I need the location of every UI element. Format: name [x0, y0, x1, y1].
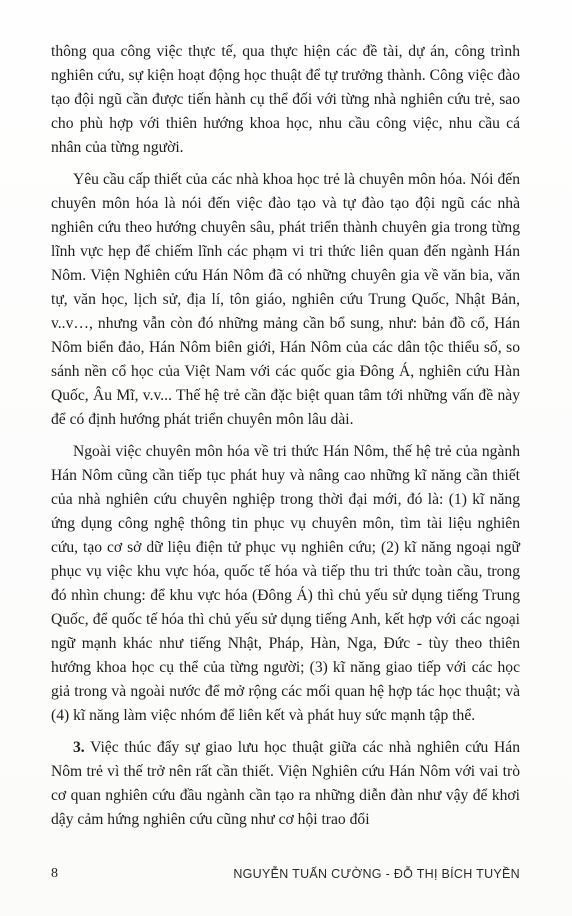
- paragraph-continuation: thông qua công việc thực tế, qua thực hiện các đề tài, dự án, công trình nghiên cứu, sự kiện hoạt động học thuật để tự trưởng thành. Công việc đào tạo đội ngũ cần được tiến hành cụ thể đối với từng nhà nghiên cứu trẻ, sao cho phù hợp với thiên hướng khoa học, nhu cầu công việc, nhu cầu cá nhân của từng người.: [51, 43, 520, 156]
- section-number: 3.: [73, 739, 85, 756]
- paragraph-section-3: [51, 736, 520, 832]
- body-text: [51, 40, 520, 840]
- running-footer-authors: NGUYỄN TUẤN CƯỜNG - ĐỖ THỊ BÍCH TUYỀN: [233, 867, 520, 881]
- page-number: 8: [51, 866, 58, 881]
- paragraph-specialization: Yêu cầu cấp thiết của các nhà khoa học trẻ là chuyên môn hóa. Nói đến chuyên môn hóa là nói đến việc đào tạo và tự đào tạo đội ngũ các nhà nghiên cứu theo hướng chuyên sâu, phát triển thành chuyên gia trong từng lĩnh vực hẹp để chiếm lĩnh các phạm vi tri thức liên quan đến ngành Hán Nôm. Viện Nghiên cứu Hán Nôm đã có những chuyên gia về văn bia, văn tự, văn học, lịch sử, địa lí, tôn giáo, nghiên cứu Trung Quốc, Nhật Bản, v..v…, nhưng vẫn còn đó những mảng cần bổ sung, như: bản đồ cổ, Hán Nôm biển đảo, Hán Nôm biên giới, Hán Nôm của các dân tộc thiểu số, so sánh nền cổ học của Việt Nam với các quốc gia Đông Á, nghiên cứu Hàn Quốc, Âu Mĩ, v.v... Thế hệ trẻ cần đặc biệt quan tâm tới những vấn đề này để có định hướng phát triển chuyên môn lâu dài.: [51, 171, 520, 428]
- paragraph-skills: Ngoài việc chuyên môn hóa về tri thức Hán Nôm, thế hệ trẻ của ngành Hán Nôm cũng cần tiếp tục phát huy và nâng cao những kĩ năng cần thiết của nhà nghiên cứu chuyên nghiệp trong thời đại mới, đó là: (1) kĩ năng ứng dụng công nghệ thông tin phục vụ chuyên môn, tìm tài liệu nghiên cứu, tạo cơ sở dữ liệu điện tử phục vụ nghiên cứu; (2) kĩ năng ngoại ngữ phục vụ việc khu vực hóa, quốc tế hóa và tiếp thu tri thức toàn cầu, trong đó nhìn chung: để khu vực hóa (Đông Á) thì chủ yếu sử dụng tiếng Trung Quốc, để quốc tế hóa thì chủ yếu sử dụng tiếng Anh, kết hợp với các ngoại ngữ mạnh khác như tiếng Nhật, Pháp, Hàn, Nga, Đức - tùy theo thiên hướng khoa học cụ thể của từng người; (3) kĩ năng giao tiếp với các học giả trong và ngoài nước để mở rộng các mối quan hệ hợp tác học thuật; và (4) kĩ năng làm việc nhóm để liên kết và phát huy sức mạnh tập thể.: [51, 443, 520, 724]
- page-footer: [51, 866, 520, 886]
- section-3-text: Việc thúc đẩy sự giao lưu học thuật giữa các nhà nghiên cứu Hán Nôm trẻ vì thế trở nên rất cần thiết. Viện Nghiên cứu Hán Nôm với vai trò cơ quan nghiên cứu đầu ngành cần tạo ra những diễn đàn như vậy để khơi dậy cảm hứng nghiên cứu cũng như cơ hội trao đổi: [51, 739, 520, 828]
